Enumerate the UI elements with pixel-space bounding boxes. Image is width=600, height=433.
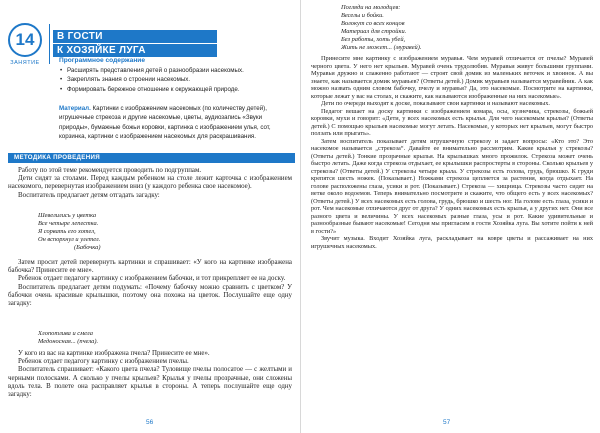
- poem-line: Хлопотлива и смела: [38, 330, 93, 337]
- header-divider: [49, 24, 50, 64]
- method-heading: МЕТОДИКА ПРОВЕДЕНИЯ: [14, 154, 100, 161]
- poem-line: Жить не может... (муравей).: [341, 44, 422, 52]
- intro-text: [8, 167, 292, 200]
- paragraph: Ребенок отдает педагогу картинку с изображением пчелы.: [18, 358, 189, 366]
- page-number-right: 57: [443, 419, 451, 426]
- poem-line: Все четыре лепестка.: [38, 220, 99, 228]
- poem-line: Шевелились у цветка: [38, 212, 97, 219]
- right-page: [300, 0, 600, 433]
- paragraph: У кого из вас на картинке изображена пчела? Принесите ее мне».: [18, 350, 210, 357]
- poem-answer: (Бабочка): [74, 244, 101, 252]
- paragraph: Дети по очереди выходят к доске, показывают свои картинки и называют насекомых.: [321, 100, 550, 107]
- program-item: • Расширять представления детей о разнообразии насекомых.: [59, 66, 291, 75]
- lesson-title-line1: В ГОСТИ: [53, 30, 217, 43]
- paragraph: Затем просит детей перевернуть картинки и спрашивает: «У кого на картинке изображена бабочка? Принесите ее мне».: [8, 259, 292, 275]
- paragraph: Педагог вешает на доску картинки с изображением комара, осы, кузнечика, стрекозы, божьей коровки, мухи и говорит: «Дети, у всех насекомых есть крылья. Для чего насекомым крылья? (Ответы детей.) С помощью крыльев насекомые могут летать. Насекомые, у которых нет крыльев, могут быстро ползать или прыгать».: [311, 107, 593, 137]
- paragraph: Воспитатель предлагает детям отгадать загадку:: [18, 191, 160, 199]
- program-item: • Формировать бережное отношение к окружающей природе.: [59, 85, 291, 94]
- paragraph: Воспитатель спрашивает: «Какого цвета пчела? Туловище пчелы полосатое — с желтыми и черными полосками. А сколько у пчелы крыльев? Крылья у пчелы прозрачные, они сложены вдоль тела. В полете она расправляет крылья в стороны. А теперь послушайте еще одну загадку:: [8, 366, 292, 399]
- riddle-bee: [38, 330, 98, 346]
- poem-line: Погляди на молодцев:: [341, 4, 401, 11]
- paragraph: Работу по этой теме рекомендуется проводить по подгруппам.: [18, 167, 202, 174]
- program-list: [59, 66, 291, 94]
- paragraph: Затем воспитатель показывает детям игрушечную стрекозу и задает вопросы: «Кто это? Это насекомое называется „стрекоза“. Давайте ее внимательно рассмотрим. Какие крылья у стрекозы? (Ответы детей.) Тонкие прозрачные крылья. На крылышках много прожилок. Стрекоза может очень быстро летать. Даже когда стрекоза отдыхает, ее крылышки распростерты в стороны. Сколько крыльев у стрекозы? (Ответы детей.) У стрекозы четыре крыла. У стрекозы есть голова, грудь, брюшко. К груди крепятся шесть ножек. (Показывает.) Ножками стрекоза цепляется за растения, когда отдыхает. На голове расположены глаза, усики и рот. (Показывает.) Стрекоза — хищница. Стрекозы часто сидят на ветке около водоемов. Теперь внимательно посмотрите и скажите, что общего есть у всех насекомых? (Ответы детей.) У всех насекомых есть голова, грудь, брюшко и шесть ног. На голове есть глаза, усики и рот. Чем насекомые отличаются друг от друга? У одних насекомых есть крылья, а у других нет. Они все разного цвета и величины. У всех насекомых разные глаза, усы и рот. Какие удивительные и разнообразные бывают насекомые! Сегодня мы пригласим в гости Хозяйка луга. Вы хотите пойти к ней в гости?»: [311, 137, 593, 235]
- bee-text: [8, 350, 292, 399]
- lesson-badge: [8, 23, 42, 66]
- riddle-ant: [341, 4, 421, 53]
- butterfly-text: [8, 259, 292, 308]
- poem-line: Материал для стройки.: [341, 28, 407, 36]
- riddle-butterfly: [38, 212, 100, 252]
- lesson-title-line2: К ХОЗЯЙКЕ ЛУГА: [53, 44, 217, 57]
- page-number-left: 56: [146, 419, 154, 426]
- poem-line: Я сорвать его хотел,: [38, 228, 96, 236]
- lesson-label: ЗАНЯТИЕ: [10, 60, 40, 66]
- materials-text: Картинки с изображением насекомых (по количеству детей), игрушечные стрекоза и другие насекомые, цветы, аудиозапись «Звуки природы», бумажные божьи коровки, картинка с изображением улья, сот, корзинка, картинки с изображением насекомых для раскрашивания.: [59, 105, 271, 141]
- poem-line: Веселы и бойки.: [341, 12, 384, 20]
- paragraph: Ребенок отдает педагогу картинку с изображением бабочки, и тот прикрепляет ее на доску.: [18, 275, 286, 283]
- method-heading-bar: [8, 153, 295, 163]
- lesson-number: 14: [8, 23, 42, 57]
- paragraph: Дети сидят за столами. Перед каждым ребенком на столе лежит карточка с изображением насекомого, перевернутая изображением вниз (у каждого ребенка свое насекомое).: [8, 175, 292, 191]
- paragraph: Звучит музыка. Входит Хозяйка луга, раскладывает на ковре цветы и рассаживает на них игрушечных насекомых.: [311, 235, 593, 250]
- paragraph: Воспитатель предлагает детям подумать: «Почему бабочку можно сравнить с цветком? У бабочки очень красивые крылышки, поэтому она похожа на цветок. Послушайте еще одну загадку:: [8, 283, 292, 308]
- poem-line: Волокут со всех концов: [341, 20, 405, 28]
- poem-line: Он вспорхнул и улетел.: [38, 236, 101, 244]
- poem-line: Без работы, хоть убей,: [341, 36, 406, 44]
- program-item: • Закреплять знания о строении насекомых.: [59, 75, 291, 84]
- program-heading: Программное содержание: [59, 57, 146, 64]
- materials-block: [59, 104, 291, 142]
- poem-line: Медоносная... (пчела).: [38, 338, 99, 346]
- paragraph: Принесите мне картинку с изображением муравья. Чем муравей отличается от пчелы? Муравей черного цвета. У него нет крыльев. Муравей очень трудолюбив. Муравьи живут большими группами. Муравьи дружно и слаженно работают — строят свой домик из маленьких веточек и хвоинок. А вы знаете, как называется домик муравьев? (Ответы детей.) Домик муравьев называется муравейник. А как можно назвать одним словом бабочку, пчелу и муравья? Да, это насекомые. Посмотрите на картинки, которые лежат у вас на столах, и скажите, как называются изображенные на них насекомые».: [311, 55, 593, 100]
- main-text-right: [311, 55, 593, 250]
- materials-label: Материал.: [59, 105, 91, 112]
